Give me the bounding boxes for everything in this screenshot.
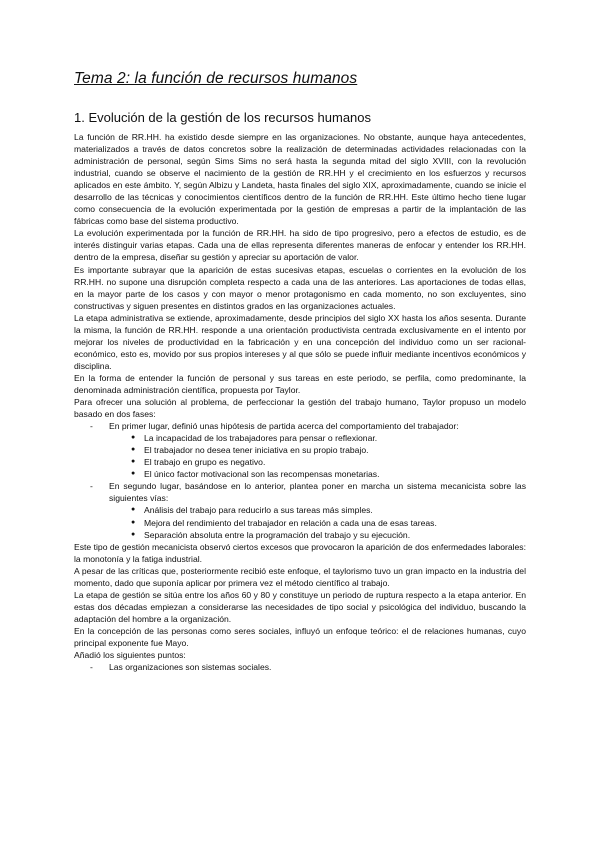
phase-one-text: En primer lugar, definió unas hipótesis de partida acerca del comportamiento del trabajador:	[109, 421, 459, 432]
list-item	[74, 517, 526, 529]
section-heading: 1. Evolución de la gestión de los recursos humanos	[74, 110, 372, 125]
list-item	[74, 529, 526, 541]
list-item	[74, 444, 526, 456]
paragraph: La evolución experimentada por la función de RR.HH. ha sido de tipo progresivo, pero a efectos de estudio, es de interés distinguir varias etapas. Cada una de ellas representa diferentes maneras de enfocar y entender los RR.HH. dentro de la empresa, diseñar su gestión y apreciar su aportación de valor.	[74, 228, 526, 263]
paragraph: Es importante subrayar que la aparición de estas sucesivas etapas, escuelas o corrientes en la evolución de los RR.HH. no supone una disrupción completa respecto a cada una de las anteriores. Las aportaciones de todas ellas, en la mayor parte de los casos y con mayor o menor protagonismo en cada momento, no son excluyentes, sino constructivas y siguen presentes en distintos grados en las organizaciones actuales.	[74, 264, 526, 311]
page-title: Tema 2: la función de recursos humanos	[74, 70, 358, 87]
paragraph: Añadió los siguientes puntos:	[74, 650, 186, 661]
dash-marker: -	[90, 421, 93, 432]
list-item-text: Las organizaciones son sistemas sociales.	[109, 662, 272, 673]
paragraph: La etapa administrativa se extiende, aproximadamente, desde principios del siglo XX hasta los años sesenta. Durante la misma, la función de RR.HH. responde a una orientación productivista centrada exclusivamente en el intento por mejorar los niveles de productividad en la fabricación y en una concepción del individuo como un ser racional-económico, esto es, movido por sus propios intereses y al que sólo se puede influir mediante incentivos económicos y disciplina.	[74, 312, 526, 371]
phase-two-item	[74, 480, 526, 504]
bullet-icon: ●	[131, 434, 136, 442]
list-item-text: El único factor motivacional son las recompensas monetarias.	[144, 469, 380, 480]
list-item-text: Mejora del rendimiento del trabajador en relación a cada una de esas tareas.	[144, 517, 437, 528]
dash-marker: -	[90, 481, 93, 492]
list-item-text: Separación absoluta entre la programación del trabajo y su ejecución.	[144, 529, 411, 540]
dash-marker: -	[90, 662, 93, 673]
list-item-text: El trabajo en grupo es negativo.	[144, 457, 266, 468]
paragraph: A pesar de las críticas que, posteriormente recibió este enfoque, el taylorismo tuvo un gran impacto en la industria del momento, dado que suponía aplicar por primera vez el método científico al trabajo.	[74, 565, 526, 588]
final-list-item	[74, 661, 526, 673]
phase-one-item	[74, 420, 526, 432]
list-item	[74, 432, 526, 444]
list-item	[74, 468, 526, 480]
paragraph: En la concepción de las personas como seres sociales, influyó un enfoque teórico: el de relaciones humanas, cuyo principal exponente fue Mayo.	[74, 625, 526, 648]
phase-two-text: En segundo lugar, basándose en lo anterior, plantea poner en marcha un sistema mecanicista sobre las siguientes vías:	[109, 481, 526, 504]
document-body	[74, 131, 526, 673]
bullet-icon: ●	[131, 446, 136, 454]
paragraph: En la forma de entender la función de personal y sus tareas en este periodo, se perfila, como predominante, la denominada administración científica, propuesta por Taylor.	[74, 372, 526, 395]
bullet-icon: ●	[131, 458, 136, 466]
paragraph: Para ofrecer una solución al problema, de perfeccionar la gestión del trabajo humano, Taylor propuso un modelo basado en dos fases:	[74, 397, 526, 420]
list-item	[74, 504, 526, 516]
paragraph: Este tipo de gestión mecanicista observó ciertos excesos que provocaron la aparición de dos enfermedades laborales: la monotonía y la fatiga industrial.	[74, 541, 526, 564]
bullet-icon: ●	[131, 506, 136, 514]
list-item	[74, 456, 526, 468]
bullet-icon: ●	[131, 470, 136, 478]
list-item-text: La incapacidad de los trabajadores para pensar o reflexionar.	[144, 433, 378, 444]
paragraph: La etapa de gestión se sitúa entre los años 60 y 80 y constituye un periodo de ruptura respecto a la etapa anterior. En estas dos décadas empiezan a considerarse las necesidades de tipo social y psicológica del individuo, buscando la adaptación del hombre a la organización.	[74, 589, 526, 624]
list-item-text: Análisis del trabajo para reducirlo a sus tareas más simples.	[144, 505, 373, 516]
paragraph: La función de RR.HH. ha existido desde siempre en las organizaciones. No obstante, aunque haya antecedentes, materializados a través de datos concretos sobre la realización de determinadas actividades relacionadas con la administración de personal, según Sims Sims no será hasta la segunda mitad del siglo XVIII, con la revolución industrial, cuando se observe el nacimiento de la gestión de RR.HH y el crecimiento en los esfuerzos y recursos aplicados en este ámbito. Y, según Albizu y Landeta, hasta finales del siglo XIX, aproximadamente, cuando se inicie el desarrollo de las técnicas y conocimientos científicos dentro de la función de RR.HH. Este último hecho tiene lugar como consecuencia de la evolución experimentada por la gestión de empresas a partir de la implantación de las fábricas como base del sistema productivo.	[74, 132, 526, 227]
list-item-text: El trabajador no desea tener iniciativa en su propio trabajo.	[144, 445, 369, 456]
bullet-icon: ●	[131, 530, 136, 538]
bullet-icon: ●	[131, 518, 136, 526]
